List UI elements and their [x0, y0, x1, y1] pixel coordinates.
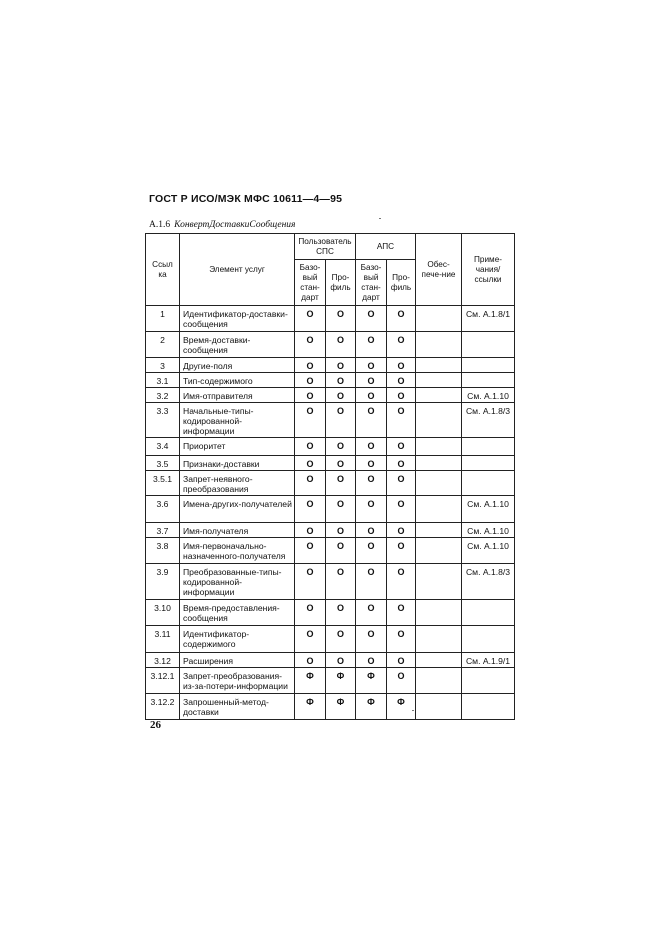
table-row: [146, 388, 515, 403]
row-note: [462, 438, 515, 456]
table-row: [146, 358, 515, 373]
row-aps-basic: О: [356, 403, 387, 438]
row-aps-basic: О: [356, 564, 387, 600]
row-aps-profile: О: [387, 626, 416, 653]
row-element: Имя-отправителя: [180, 388, 295, 403]
row-aps-basic: О: [356, 496, 387, 523]
table-row: [146, 668, 515, 694]
col-notes-header: Приме-чания/ ссылки: [462, 234, 515, 306]
row-user-basic: О: [295, 306, 326, 332]
row-aps-basic: О: [356, 438, 387, 456]
row-user-profile: О: [326, 564, 356, 600]
row-element: Преобразованные-типы-кодированной-информации: [180, 564, 295, 600]
row-ref: 3.10: [146, 600, 180, 626]
row-provision: [416, 523, 462, 538]
row-user-basic: О: [295, 564, 326, 600]
row-aps-profile: О: [387, 403, 416, 438]
row-aps-basic: Ф: [356, 668, 387, 694]
row-user-profile: О: [326, 653, 356, 668]
row-user-profile: О: [326, 388, 356, 403]
row-aps-profile: О: [387, 373, 416, 388]
row-user-profile: О: [326, 306, 356, 332]
row-note: [462, 456, 515, 471]
table-row: [146, 564, 515, 600]
row-element: Идентификатор-доставки-сообщения: [180, 306, 295, 332]
table-row: [146, 456, 515, 471]
row-note: См. А.1.8/3: [462, 564, 515, 600]
col-element-header: Элемент услуг: [180, 234, 295, 306]
col-user-profile-header: Про-филь: [326, 260, 356, 306]
row-user-basic: О: [295, 438, 326, 456]
row-provision: [416, 653, 462, 668]
row-element: Имя-получателя: [180, 523, 295, 538]
row-ref: 3.5.1: [146, 471, 180, 496]
row-provision: [416, 564, 462, 600]
row-aps-basic: О: [356, 456, 387, 471]
row-aps-basic: О: [356, 523, 387, 538]
row-note: См. А.1.10: [462, 496, 515, 523]
row-aps-basic: О: [356, 388, 387, 403]
row-user-profile: О: [326, 438, 356, 456]
row-element: Тип-содержимого: [180, 373, 295, 388]
table-row: [146, 403, 515, 438]
row-aps-profile: О: [387, 438, 416, 456]
section-number: А.1.6: [149, 220, 171, 230]
row-aps-profile: Ф: [387, 694, 416, 720]
row-provision: [416, 600, 462, 626]
row-aps-profile: О: [387, 358, 416, 373]
row-note: [462, 626, 515, 653]
col-ref-header: Ссыл ка: [146, 234, 180, 306]
row-provision: [416, 358, 462, 373]
row-ref: 3.4: [146, 438, 180, 456]
row-user-profile: О: [326, 456, 356, 471]
row-provision: [416, 403, 462, 438]
row-ref: 3: [146, 358, 180, 373]
row-provision: [416, 306, 462, 332]
row-ref: 3.5: [146, 456, 180, 471]
row-aps-profile: О: [387, 471, 416, 496]
row-user-profile: О: [326, 471, 356, 496]
section-title: КонвертДоставкиСообщения: [174, 220, 296, 230]
row-provision: [416, 538, 462, 564]
row-provision: [416, 496, 462, 523]
col-aps-basic-header: Базо-вый стан-дарт: [356, 260, 387, 306]
row-ref: 1: [146, 306, 180, 332]
row-user-profile: О: [326, 496, 356, 523]
row-user-profile: О: [326, 538, 356, 564]
row-note: См. А.1.10: [462, 388, 515, 403]
table-row: [146, 471, 515, 496]
row-aps-basic: О: [356, 373, 387, 388]
table-row: [146, 653, 515, 668]
row-aps-profile: О: [387, 332, 416, 358]
row-aps-basic: О: [356, 538, 387, 564]
row-provision: [416, 373, 462, 388]
row-note: [462, 694, 515, 720]
row-element: Признаки-доставки: [180, 456, 295, 471]
row-user-basic: О: [295, 523, 326, 538]
row-element: Запрет-преобразования-из-за-потери-информации: [180, 668, 295, 694]
row-note: См. А.1.10: [462, 523, 515, 538]
section-heading: [149, 220, 295, 230]
row-ref: 2: [146, 332, 180, 358]
row-aps-basic: О: [356, 332, 387, 358]
row-element: Идентификатор-содержимого: [180, 626, 295, 653]
row-aps-basic: О: [356, 471, 387, 496]
row-ref: 3.7: [146, 523, 180, 538]
row-aps-basic: О: [356, 306, 387, 332]
row-provision: [416, 668, 462, 694]
row-aps-basic: О: [356, 653, 387, 668]
row-user-basic: О: [295, 403, 326, 438]
row-user-profile: О: [326, 403, 356, 438]
row-provision: [416, 438, 462, 456]
row-aps-profile: О: [387, 456, 416, 471]
row-user-basic: О: [295, 373, 326, 388]
col-aps-profile-header: Про-филь: [387, 260, 416, 306]
row-note: См. А.1.10: [462, 538, 515, 564]
row-user-profile: О: [326, 600, 356, 626]
row-element: Имена-других-получателей: [180, 496, 295, 523]
services-table: [145, 233, 515, 720]
row-ref: 3.12: [146, 653, 180, 668]
row-provision: [416, 456, 462, 471]
row-note: [462, 668, 515, 694]
row-user-basic: О: [295, 388, 326, 403]
row-provision: [416, 332, 462, 358]
row-note: [462, 358, 515, 373]
table-row: [146, 496, 515, 523]
row-note: [462, 600, 515, 626]
row-user-profile: Ф: [326, 668, 356, 694]
row-user-basic: О: [295, 496, 326, 523]
table-row: [146, 694, 515, 720]
col-user-basic-header: Базо-вый стан-дарт: [295, 260, 326, 306]
row-ref: 3.11: [146, 626, 180, 653]
page-number: 26: [150, 719, 161, 731]
row-ref: 3.9: [146, 564, 180, 600]
table-row: [146, 538, 515, 564]
row-user-profile: О: [326, 626, 356, 653]
row-element: Начальные-типы-кодированной-информации: [180, 403, 295, 438]
row-element: Имя-первоначально-назначенного-получателя: [180, 538, 295, 564]
table-row: [146, 626, 515, 653]
row-user-profile: О: [326, 523, 356, 538]
row-note: [462, 373, 515, 388]
row-user-profile: О: [326, 332, 356, 358]
row-ref: 3.8: [146, 538, 180, 564]
row-provision: [416, 694, 462, 720]
row-ref: 3.1: [146, 373, 180, 388]
col-user-sps-header: Пользователь СПС: [295, 234, 356, 260]
row-element: Расширения: [180, 653, 295, 668]
row-note: См. А.1.9/1: [462, 653, 515, 668]
row-aps-profile: О: [387, 600, 416, 626]
table-row: [146, 306, 515, 332]
row-provision: [416, 626, 462, 653]
row-note: [462, 332, 515, 358]
row-user-basic: О: [295, 358, 326, 373]
row-user-basic: О: [295, 538, 326, 564]
row-aps-profile: О: [387, 496, 416, 523]
row-ref: 3.3: [146, 403, 180, 438]
row-aps-basic: О: [356, 626, 387, 653]
row-user-profile: Ф: [326, 694, 356, 720]
table-row: [146, 332, 515, 358]
row-aps-profile: О: [387, 523, 416, 538]
table-row: [146, 600, 515, 626]
row-ref: 3.6: [146, 496, 180, 523]
row-note: См. А.1.8/3: [462, 403, 515, 438]
row-element: Запрет-неявного-преобразования: [180, 471, 295, 496]
row-ref: 3.2: [146, 388, 180, 403]
row-element: Запрошенный-метод-доставки: [180, 694, 295, 720]
table-row: [146, 523, 515, 538]
row-ref: 3.12.1: [146, 668, 180, 694]
row-note: [462, 471, 515, 496]
col-provision-header: Обес-пече-ние: [416, 234, 462, 306]
row-note: См. А.1.8/1: [462, 306, 515, 332]
col-aps-header: АПС: [356, 234, 416, 260]
row-aps-profile: О: [387, 538, 416, 564]
row-element: Приоритет: [180, 438, 295, 456]
row-user-basic: О: [295, 471, 326, 496]
row-user-profile: О: [326, 358, 356, 373]
row-user-basic: О: [295, 600, 326, 626]
row-aps-basic: Ф: [356, 694, 387, 720]
row-user-basic: О: [295, 456, 326, 471]
row-aps-profile: О: [387, 564, 416, 600]
row-provision: [416, 388, 462, 403]
row-ref: 3.12.2: [146, 694, 180, 720]
row-aps-profile: О: [387, 653, 416, 668]
row-aps-profile: О: [387, 668, 416, 694]
row-aps-profile: О: [387, 306, 416, 332]
row-user-basic: О: [295, 653, 326, 668]
row-provision: [416, 471, 462, 496]
row-user-profile: О: [326, 373, 356, 388]
row-element: Другие-поля: [180, 358, 295, 373]
row-aps-profile: О: [387, 388, 416, 403]
table-row: [146, 438, 515, 456]
row-aps-basic: О: [356, 600, 387, 626]
row-aps-basic: О: [356, 358, 387, 373]
row-user-basic: Ф: [295, 668, 326, 694]
row-user-basic: О: [295, 626, 326, 653]
table-row: [146, 373, 515, 388]
document-header: ГОСТ Р ИСО/МЭК МФС 10611—4—95: [149, 193, 343, 205]
row-element: Время-доставки-сообщения: [180, 332, 295, 358]
row-user-basic: О: [295, 332, 326, 358]
row-element: Время-предоставления-сообщения: [180, 600, 295, 626]
row-user-basic: Ф: [295, 694, 326, 720]
